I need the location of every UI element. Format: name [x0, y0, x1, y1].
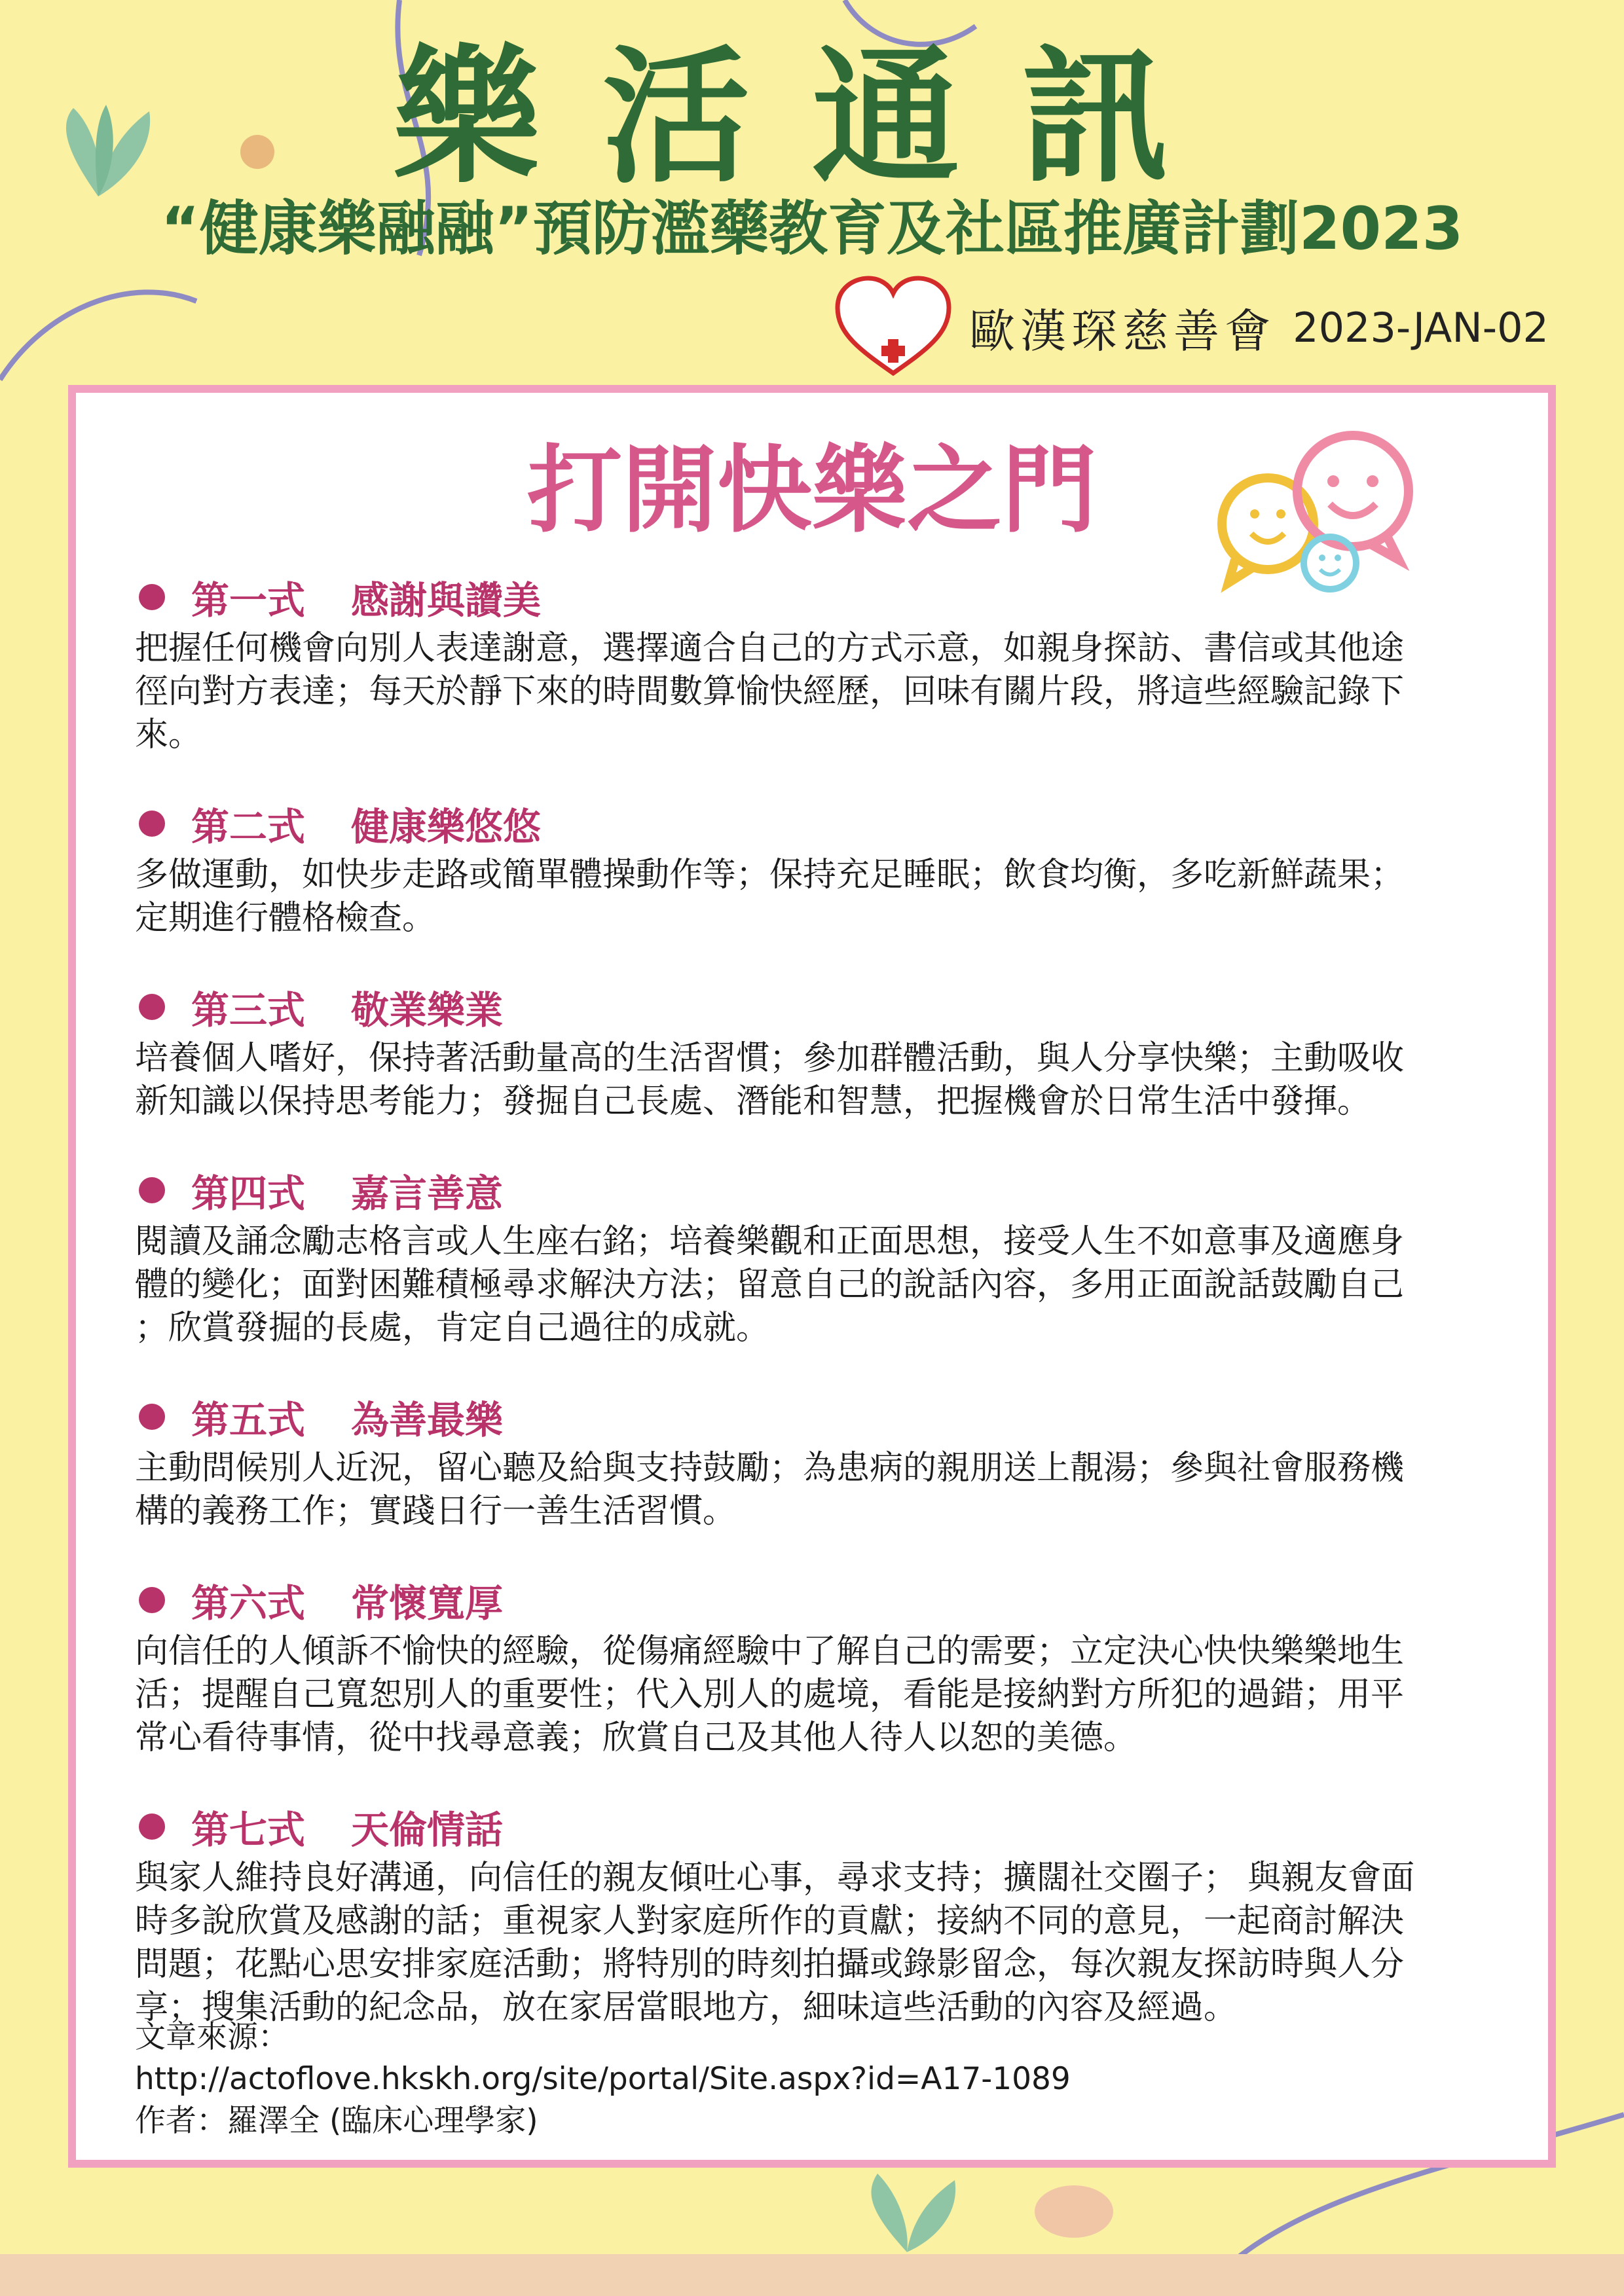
section-body [135, 1447, 1510, 1533]
section-body-line: 享；搜集活動的紀念品，放在家居當眼地方，細味這些活動的內容及經過。 [135, 1988, 1238, 2027]
source-author: 作者：羅澤全 (臨床心理學家) [135, 2103, 538, 2139]
section-body-line: 來。 [135, 716, 202, 754]
section-title: 天倫情話 [351, 1808, 504, 1852]
section-body-line: 主動問候別人近況，留心聽及給與支持鼓勵；為患病的親朋送上靚湯；參與社會服務機 [135, 1449, 1405, 1487]
section-body-line: 體的變化；面對困難積極尋求解決方法；留意自己的說話內容，多用正面說話鼓勵自己 [135, 1266, 1405, 1304]
program-subtitle: “健康樂融融”預防濫藥教育及社區推廣計劃2023 [160, 194, 1464, 263]
section [135, 979, 1510, 1123]
section-heading [135, 1573, 1510, 1628]
section-title: 為善最樂 [351, 1398, 504, 1442]
section-number: 第七式 [191, 1808, 306, 1852]
source-label: 文章來源： [135, 2019, 289, 2055]
section-body-line: 新知識以保持思考能力；發掘自己長處、潛能和智慧，把握機會於日常生活中發揮。 [135, 1082, 1371, 1121]
section-body [135, 1857, 1510, 2030]
section-title: 嘉言善意 [351, 1171, 504, 1216]
section-body-line: ；欣賞發掘的長處，肯定自己過往的成就。 [135, 1309, 770, 1347]
section-number: 第四式 [191, 1171, 306, 1216]
section [135, 1799, 1510, 2030]
section-body [135, 627, 1510, 757]
bullet-icon [139, 811, 165, 837]
section-heading [135, 570, 1510, 625]
content-card [68, 385, 1556, 2168]
section-number: 第二式 [191, 805, 306, 849]
section-body-line: 與家人維持良好溝通，向信任的親友傾吐心事，尋求支持；擴闊社交圈子； 與親友會面 [135, 1859, 1415, 1897]
heart-cross-logo-icon [834, 275, 952, 380]
bullet-icon [139, 1813, 165, 1840]
section-body-line: 構的義務工作；實踐日行一善生活習慣。 [135, 1492, 737, 1531]
section-body-line: 把握任何機會向別人表達謝意，選擇適合自己的方式示意，如親身探訪、書信或其他途 [135, 629, 1405, 668]
source-block [135, 2016, 1071, 2142]
section [135, 796, 1510, 940]
section-body [135, 1037, 1510, 1123]
section-body [135, 1220, 1510, 1350]
section [135, 1573, 1510, 1760]
section-number: 第三式 [191, 988, 306, 1032]
sections-list [135, 570, 1510, 2069]
section-title: 敬業樂業 [351, 988, 504, 1032]
section-body-line: 徑向對方表達；每天於靜下來的時間數算愉快經歷，回味有關片段，將這些經驗記錄下 [135, 672, 1405, 711]
section-number: 第六式 [191, 1581, 306, 1626]
bullet-icon [139, 994, 165, 1020]
section-number: 第五式 [191, 1398, 306, 1442]
section-body-line: 向信任的人傾訴不愉快的經驗，從傷痛經驗中了解自己的需要；立定決心快快樂樂地生 [135, 1632, 1405, 1671]
section-body-line: 培養個人嗜好，保持著活動量高的生活習慣；參加群體活動，與人分享快樂；主動吸收 [135, 1039, 1405, 1078]
source-url: http://actoflove.hkskh.org/site/portal/Site.aspx?id=A17-1089 [135, 2061, 1071, 2097]
section-heading [135, 979, 1510, 1034]
section-body-line: 問題；花點心思安排家庭活動；將特別的時刻拍攝或錄影留念，每次親友探訪時與人分 [135, 1945, 1405, 1984]
section-body-line: 常心看待事情，從中找尋意義；欣賞自己及其他人待人以恕的美德。 [135, 1719, 1137, 1757]
bullet-icon [139, 1404, 165, 1430]
section-heading [135, 1389, 1510, 1444]
section-body-line: 時多說欣賞及感謝的話；重視家人對家庭所作的貢獻；接納不同的意見，一起商討解決 [135, 1902, 1405, 1941]
section-heading [135, 1163, 1510, 1218]
section-body-line: 活；提醒自己寬恕別人的重要性；代入別人的處境，看能是接納對方所犯的過錯；用平 [135, 1675, 1405, 1714]
section-body-line: 定期進行體格檢查。 [135, 899, 436, 938]
bullet-icon [139, 584, 165, 610]
section-heading [135, 796, 1510, 851]
section-heading [135, 1799, 1510, 1854]
organization-name: 歐漢琛慈善會 [969, 304, 1276, 358]
footer-band [0, 2254, 1624, 2296]
organization-line [834, 275, 1549, 380]
section-body-line: 多做運動，如快步走路或簡單體操動作等；保持充足睡眠；飲食均衡，多吃新鮮蔬果； [135, 856, 1405, 894]
card-title: 打開快樂之門 [527, 435, 1097, 546]
section-title: 健康樂悠悠 [351, 805, 542, 849]
leaf-icon [871, 2174, 955, 2252]
section-title: 常懷寬厚 [351, 1581, 504, 1626]
section-body [135, 854, 1510, 940]
section [135, 1163, 1510, 1350]
section-title: 感謝與讚美 [351, 578, 542, 623]
section-number: 第一式 [191, 578, 306, 623]
bullet-icon [139, 1587, 165, 1613]
section-body-line: 閱讀及誦念勵志格言或人生座右銘；培養樂觀和正面思想，接受人生不如意事及適應身 [135, 1222, 1405, 1261]
issue-date: 2023-JAN-02 [1293, 303, 1549, 352]
section [135, 1389, 1510, 1533]
section [135, 570, 1510, 757]
bullet-icon [139, 1177, 165, 1203]
section-body [135, 1630, 1510, 1760]
newsletter-title: 樂活通訊 [393, 32, 1231, 204]
